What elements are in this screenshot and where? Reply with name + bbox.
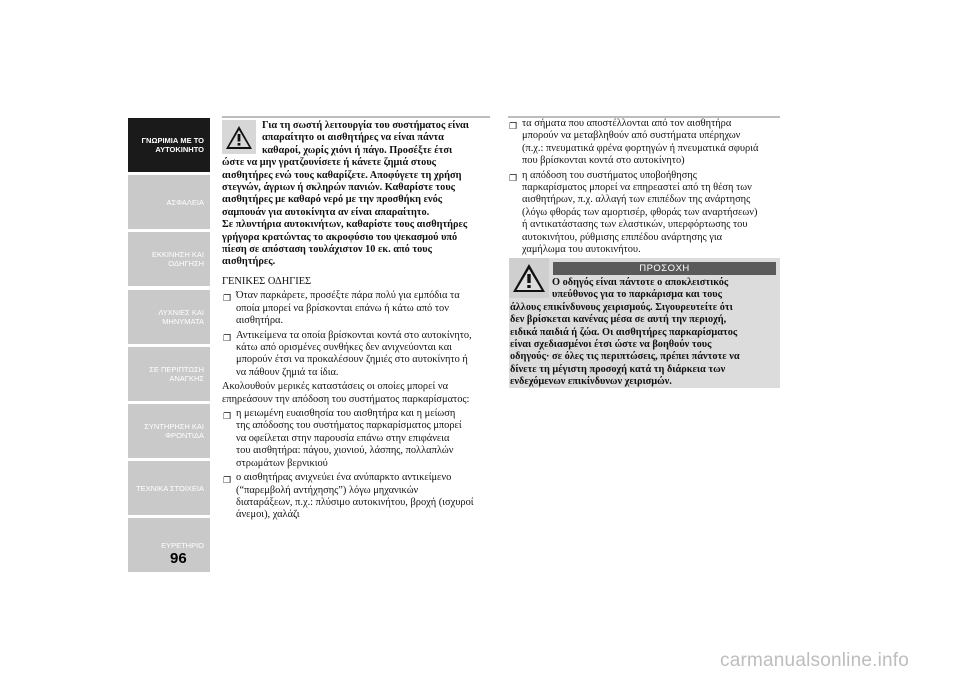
list-item-line: τα σήματα που αποστέλλονται από τον αισθητήρα — [522, 118, 732, 129]
list-item-line: του αισθητήρα: πάγου, χιονιού, λάσπης, πολλαπλών — [236, 445, 454, 457]
warning-line: αισθητήρες με καθαρό νερό με την προσθήκη ενός — [222, 194, 443, 206]
warning-line: αισθητήρες ενώ τους καθαρίζετε. Αποφύγετε τη χρήση — [222, 169, 462, 181]
list-item — [508, 170, 780, 257]
list-item-line: κάτω από ορισμένες συνθήκες δεν ανιχνεύονται και — [236, 342, 452, 354]
paragraph-line: Ακολουθούν μερικές καταστάσεις οι οποίες μπορεί να — [222, 381, 449, 393]
tab-maintenance[interactable] — [128, 404, 210, 458]
checkbox-bullet-icon: ❐ — [223, 293, 232, 304]
caution-line: ενδεχόμενων επικίνδυνων χειρισμών. — [510, 376, 672, 388]
tab-starting-driving[interactable] — [128, 232, 210, 286]
tab-label: ΑΣΦΑΛΕΙΑ — [166, 197, 204, 207]
list-item-line: Αντικείμενα τα οποία βρίσκονται κοντά στο αυτοκίνητο, — [236, 329, 472, 341]
list-item — [222, 472, 494, 522]
warning-line: απαραίτητο οι αισθητήρες να είναι πάντα — [262, 132, 444, 144]
list-item-line: που βρίσκονται κοντά στο αυτοκίνητο) — [522, 155, 685, 167]
list-item-line: ο αισθητήρας ανιχνεύει ένα ανύπαρκτο αντικείμενο — [236, 472, 452, 484]
list-item-line: μπορούν έτσι να προκαλέσουν ζημιές στο αυτοκίνητο ή — [236, 354, 468, 366]
warning-line: Για τη σωστή λειτουργία του συστήματος είναι — [262, 120, 469, 131]
caution-title: ΠΡΟΣΟΧΗ — [553, 262, 776, 275]
paragraph-line: επηρεάσουν την απόδοση του συστήματος παρκαρίσματος: — [222, 393, 470, 405]
list-item-line: να πάθουν ζημιά τα ίδια. — [236, 366, 339, 378]
list-item-line: (“παρεμβολή αντήχησης”) λόγω μηχανικών — [236, 484, 419, 496]
right-column — [508, 116, 780, 256]
tab-label: ΛΥΧΝΙΕΣ ΚΑΙ ΜΗΝΥΜΑΤΑ — [158, 307, 204, 326]
tab-label: ΤΕΧΝΙΚΑ ΣΤΟΙΧΕΙΑ — [136, 483, 204, 493]
list-item-line: χαμήλωμα του αυτοκινήτου. — [522, 244, 641, 256]
list-item-line: αισθητήρα. — [236, 315, 284, 327]
list-item — [222, 408, 494, 470]
tab-label: ΕΚΚΙΝΗΣΗ ΚΑΙ ΟΔΗΓΗΣΗ — [151, 250, 204, 269]
caution-line: δίνετε τη μέγιστη προσοχή κατά τη διάρκεια των — [510, 363, 726, 375]
list-item-line: παρκαρίσματος μπορεί να επηρεαστεί από τη θέση των — [522, 182, 752, 194]
caution-box — [509, 258, 780, 388]
caution-line: οδηγούς· σε όλες τις περιπτώσεις, πρέπει πάντοτε να — [510, 351, 740, 363]
watermark: carmanualsonline.info — [720, 650, 910, 671]
warning-line: καθαροί, χωρίς χιόνι ή πάγο. Προσέξτε έτσι — [262, 144, 453, 156]
list-item-line: (π.χ.: πνευματικά φρένα φορτηγών ή πνευματικά σφυριά — [522, 142, 759, 154]
checkbox-bullet-icon: ❐ — [223, 475, 232, 486]
paragraph — [222, 381, 494, 406]
list-item — [222, 330, 494, 380]
tab-index[interactable] — [128, 518, 210, 572]
list-item-line: ή αντικατάστασης των ελαστικών, υπερφόρτωσης του — [522, 219, 748, 231]
list-item-line: (λόγω φθοράς των αμορτισέρ, φθοράς των αναρτήσεων) — [522, 206, 758, 218]
tab-label: ΣΥΝΤΗΡΗΣΗ ΚΑΙ ΦΡΟΝΤΙΔΑ — [144, 421, 204, 440]
list-item-line: οποία μπορεί να βρίσκονται επάνω ή κάτω από τον — [236, 302, 449, 314]
tab-label: ΕΥΡΕΤΗΡΙΟ — [161, 540, 204, 550]
tab-warning-lights[interactable] — [128, 290, 210, 344]
checkbox-bullet-icon: ❐ — [223, 411, 232, 422]
section-heading: ΓΕΝΙΚΕΣ ΟΔΗΓΙΕΣ — [222, 276, 312, 287]
caution-line: υπεύθυνος για το παρκάρισμα και τους — [552, 289, 722, 301]
divider — [222, 116, 490, 118]
caution-line: Ο οδηγός είναι πάντοτε ο αποκλειστικός — [552, 277, 729, 288]
checkbox-bullet-icon: ❐ — [509, 121, 518, 131]
chapter-tabs — [128, 118, 210, 576]
caution-text — [510, 277, 778, 389]
warning-line: στεγνών, άγριων ή σκληρών πανιών. Καθαρίστε τους — [222, 182, 456, 194]
list-item-line: στρωμάτων βερνικιού — [236, 457, 328, 469]
tab-emergency[interactable] — [128, 347, 210, 401]
list-item — [508, 118, 780, 168]
tab-label: ΓΝΩΡΙΜΙΑ ΜΕ ΤΟ ΑΥΤΟΚΙΝΗΤΟ — [141, 136, 204, 154]
warning-line: Σε πλυντήρια αυτοκινήτων, καθαρίστε τους αισθητήρες — [222, 219, 468, 231]
list-item-line: της απόδοσης του συστήματος παρκαρίσματος μπορεί — [236, 420, 462, 432]
list-item-line: διαταράξεων, π.χ.: πλύσιμο αυτοκινήτου, βροχή (ισχυροί — [236, 496, 474, 508]
list-item-line: μπορούν να μεταβληθούν από συστήματα υπέρηχων — [522, 130, 741, 142]
general-instructions — [222, 276, 494, 522]
warning-line: ώστε να μην γρατζουνίσετε ή κάνετε ζημιά στους — [222, 157, 437, 169]
warning-line: πίεση σε απόσταση τουλάχιστον 10 εκ. από τους — [222, 244, 432, 256]
caution-line: δεν βρίσκεται κανένας μέσα σε αυτή την περιοχή, — [510, 314, 727, 326]
warning-text — [222, 120, 494, 269]
tab-label: ΣΕ ΠΕΡΙΠΤΩΣΗ ΑΝΑΓΚΗΣ — [149, 364, 204, 383]
caution-line: άλλους επικίνδυνους χειρισμούς. Σιγουρευτείτε ότι — [510, 301, 733, 313]
warning-line: σαμπουάν για αυτοκίνητα αν είναι απαραίτητο. — [222, 206, 430, 218]
list-item-line: να οφείλεται στην παρουσία επάνω στην επιφάνεια — [236, 432, 450, 444]
page-number: 96 — [170, 550, 187, 567]
caution-line: είναι σχεδιασμένοι έτσι ώστε να βοηθούν τους — [510, 339, 712, 351]
tab-technical-data[interactable] — [128, 461, 210, 515]
list-item-line: άνεμοι), χαλάζι — [236, 509, 300, 521]
warning-line: γρήγορα κρατώντας το ακροφύσιο του ψεκασμού υπό — [222, 231, 458, 243]
list-item — [222, 290, 494, 327]
list-item-line: η μειωμένη ευαισθησία του αισθητήρα και η μείωση — [236, 408, 456, 420]
warning-line: αισθητήρες. — [222, 256, 276, 268]
list-item-line: Όταν παρκάρετε, προσέξτε πάρα πολύ για εμπόδια τα — [236, 290, 460, 302]
checkbox-bullet-icon: ❐ — [223, 332, 232, 343]
list-item-line: η απόδοση του συστήματος υποβοήθησης — [522, 169, 697, 181]
list-item-line: αυτοκινήτου, ρύθμισης επιπέδου ανάρτησης για — [522, 231, 723, 243]
tab-getting-to-know[interactable] — [128, 118, 210, 172]
caution-line: ειδικά παιδιά ή ζώα. Οι αισθητήρες παρκαρίσματος — [510, 326, 738, 338]
list-item-line: αισθητήρων, π.χ. αλλαγή των επιπέδων της ανάρτησης — [522, 194, 751, 206]
tab-safety[interactable] — [128, 175, 210, 229]
checkbox-bullet-icon: ❐ — [509, 172, 518, 183]
